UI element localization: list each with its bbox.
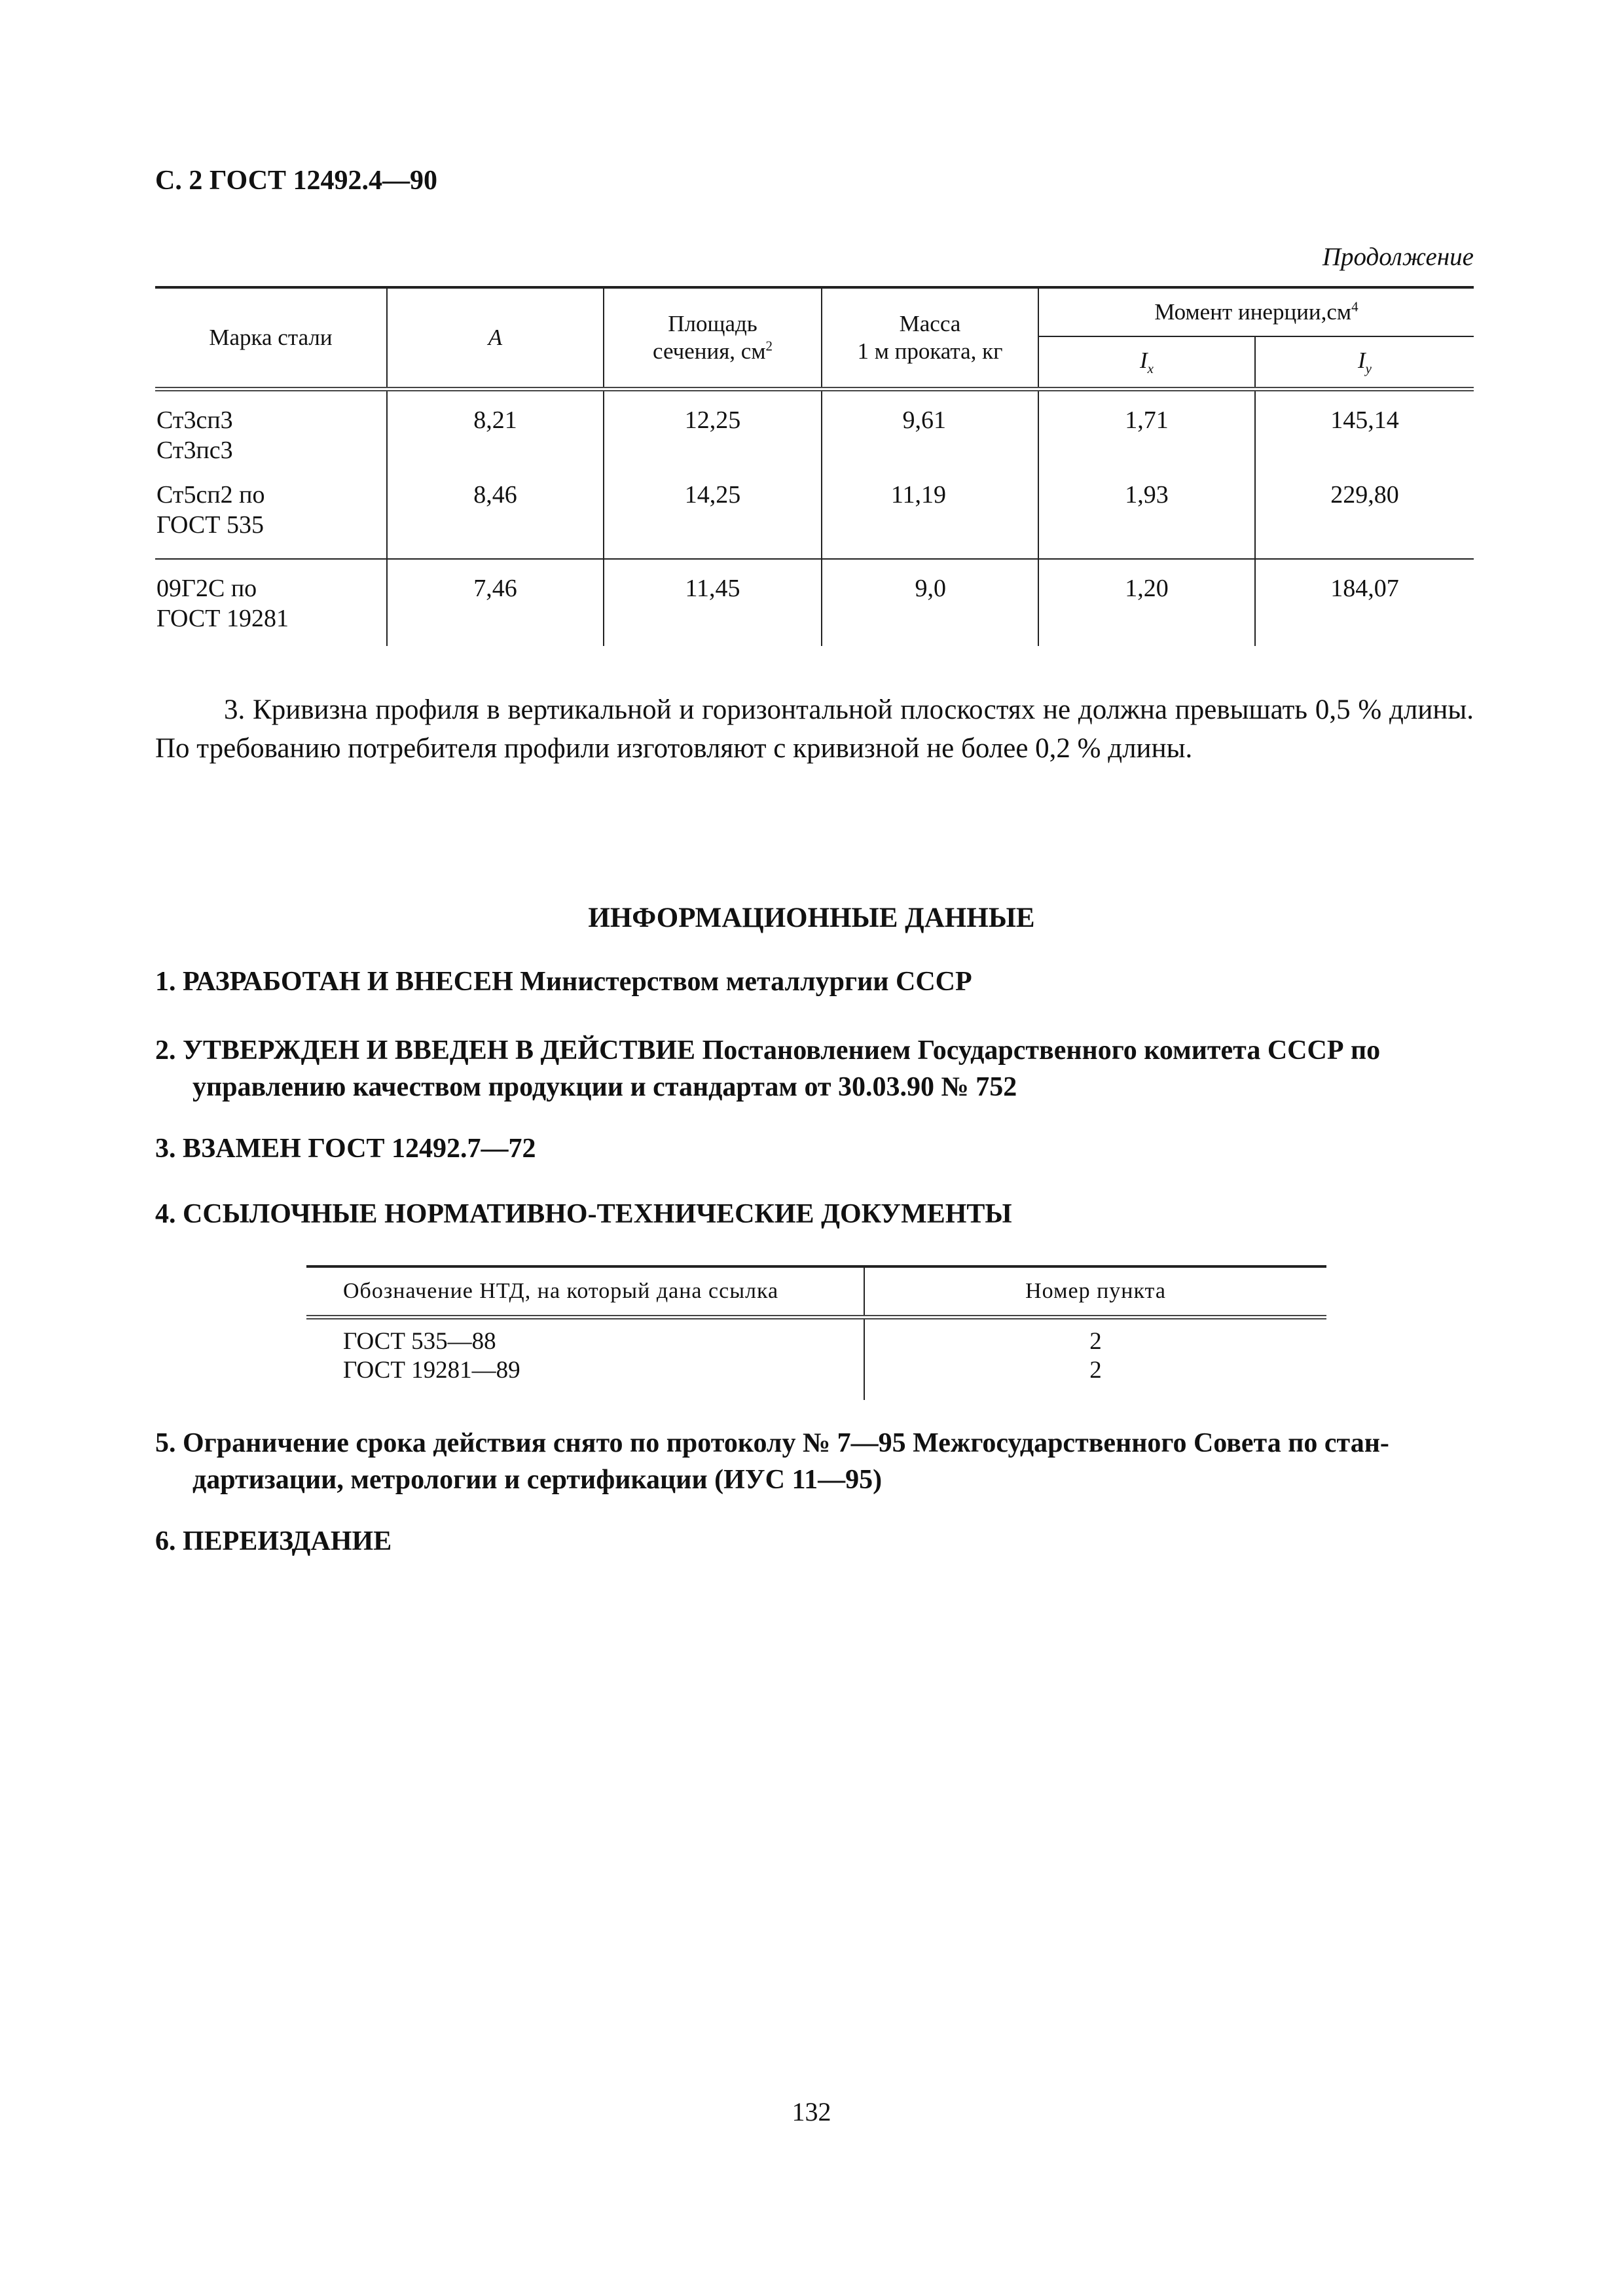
header-doc: Обозначение НТД, на который дана ссылка	[306, 1266, 864, 1318]
info-item-1: 1. РАЗРАБОТАН И ВНЕСЕН Министерством металлургии СССР	[155, 967, 972, 997]
info-item-3: 3. ВЗАМЕН ГОСТ 12492.7—72	[155, 1134, 536, 1164]
section-title: ИНФОРМАЦИОННЫЕ ДАННЫЕ	[588, 903, 1035, 933]
cell-doc: ГОСТ 535—88 ГОСТ 19281—89	[306, 1318, 864, 1401]
cell-a: 7,46	[387, 559, 604, 646]
steel-properties-table	[155, 286, 1474, 646]
header-a: A	[387, 287, 604, 389]
cell-area: 12,25	[604, 389, 822, 467]
continuation-label: Продолжение	[1322, 243, 1474, 271]
cell-area: 14,25	[604, 466, 822, 559]
cell-mass: 11,19	[822, 466, 1038, 559]
cell-a: 8,21	[387, 389, 604, 467]
header-grade: Марка стали	[155, 287, 387, 389]
info-item-6: 6. ПЕРЕИЗДАНИЕ	[155, 1526, 392, 1556]
table-row	[306, 1318, 1326, 1401]
header-mass: Масса 1 м проката, кг	[822, 287, 1038, 389]
cell-item-number: 2 2	[1089, 1328, 1102, 1384]
info-item-5: 5. Ограничение срока действия снято по протоколу № 7—95 Межгосударственного Совета по стан- дартизации, метрологии и сертификации (ИУС 11—95)	[155, 1428, 1389, 1495]
cell-ix: 1,20	[1038, 559, 1255, 646]
info-item-2: 2. УТВЕРЖДЕН И ВВЕДЕН В ДЕЙСТВИЕ Постановлением Государственного комитета СССР по управлению качеством продукции и стандартам от 30.03.90 № 752	[155, 1035, 1381, 1102]
header-moment: Момент $инерции,см^4$	[1038, 287, 1474, 336]
cell-area: 11,45	[604, 559, 822, 646]
cell-ix: 1,71	[1038, 389, 1255, 467]
header-item-number: Номер пункта	[864, 1266, 1326, 1318]
header-area: Площадь сечения, $см^2$	[604, 287, 822, 389]
info-item-4: 4. ССЫЛОЧНЫЕ НОРМАТИВНО-ТЕХНИЧЕСКИЕ ДОКУМЕНТЫ	[155, 1199, 1012, 1229]
cell-mass: 9,0	[822, 559, 1038, 646]
page-number: 132	[792, 2097, 831, 2126]
cell-grade: Ст5сп2 по ГОСТ 535	[155, 466, 387, 559]
cell-iy: 145,14	[1255, 389, 1474, 467]
cell-iy: 184,07	[1255, 559, 1474, 646]
cell-ix: 1,93	[1038, 466, 1255, 559]
header-ix: $I_x$	[1038, 336, 1255, 389]
table-row	[155, 559, 1474, 646]
cell-a: 8,46	[387, 466, 604, 559]
cell-grade: 09Г2С по ГОСТ 19281	[155, 559, 387, 646]
references-table	[306, 1265, 1326, 1400]
cell-grade: Ст3сп3 Ст3пс3	[155, 389, 387, 467]
page-header: С. 2 ГОСТ 12492.4—90	[155, 166, 438, 196]
paragraph-3: 3. Кривизна профиля в вертикальной и горизонтальной плоскостях не должна превышать 0,5 % длины. По требованию потребителя профили изготовляют с кривизной не более 0,2 % длины.	[155, 694, 1474, 764]
table-row	[155, 466, 1474, 559]
table-row	[155, 389, 1474, 467]
header-iy: $I_y$	[1255, 336, 1474, 389]
cell-iy: 229,80	[1255, 466, 1474, 559]
cell-mass: 9,61	[822, 389, 1038, 467]
